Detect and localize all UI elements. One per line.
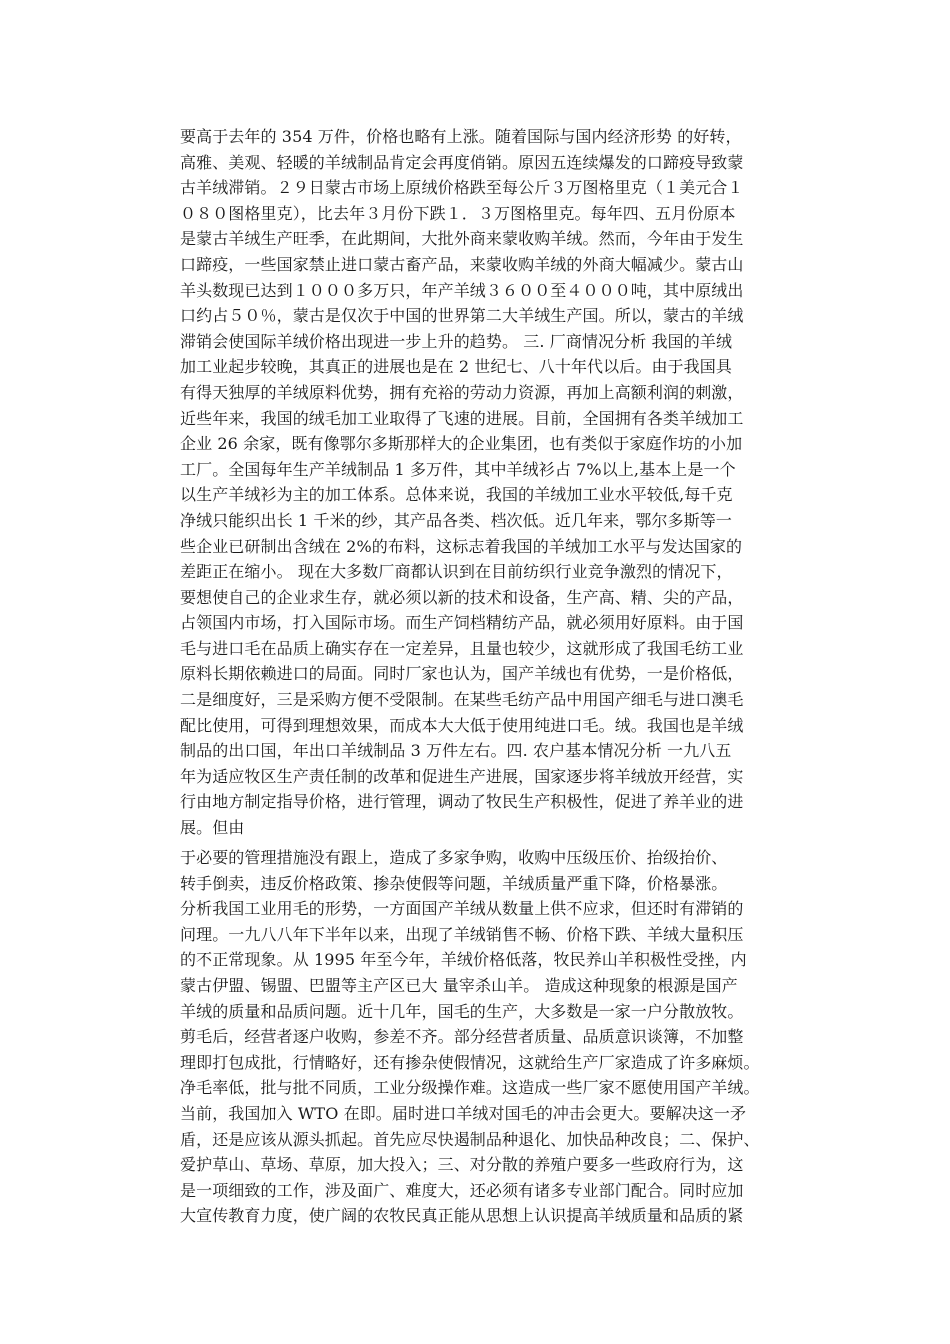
text-line: 羊头数现已达到１０００多万只，年产羊绒３６００至４０００吨，其中原绒出	[180, 280, 744, 300]
text-line: 制品的出口国，年出口羊绒制品 3 万件左右。四. 农户基本情况分析 一九八五	[180, 741, 732, 761]
text-line: 展。但由	[180, 818, 245, 838]
text-line: 净绒只能织出长 1 千米的纱，其产品各类、档次低。近几年来，鄂尔多斯等一	[180, 510, 732, 530]
text-line: 分析我国工业用毛的形势，一方面国产羊绒从数量上供不应求，但还时有滞销的	[180, 899, 744, 919]
text-line: 占领国内市场，打入国际市场。而生产饲档精纺产品，就必须用好原料。由于国	[180, 613, 744, 633]
text-line: 近些年来，我国的绒毛加工业取得了飞速的进展。目前，全国拥有各类羊绒加工	[180, 408, 744, 428]
text-line: ０８０图格里克），比去年３月份下跌１．３万图格里克。每年四、五月份原本	[180, 203, 736, 223]
text-line: 问理。一九八八年下半年以来，出现了羊绒销售不畅、价格下跌、羊绒大量积压	[180, 924, 744, 944]
text-line: 于必要的管理措施没有跟上，造成了多家争购，收购中压级压价、抬级抬价、	[180, 848, 728, 867]
text-line: 加工业起步较晚，其真正的进展也是在 2 世纪七、八十年代以后。由于我国具	[180, 357, 732, 377]
text-line: 理即打包成批，行情略好，还有掺杂使假情况，这就给生产厂家造成了许多麻烦。	[180, 1052, 760, 1072]
text-line: 些企业已研制出含绒在 2%的布料，这标志着我国的羊绒加工水平与发达国家的	[180, 536, 743, 556]
text-line: 差距正在缩小。 现在大多数厂商都认识到在目前纺织行业竞争激烈的情况下，	[180, 562, 733, 582]
text-line: 净毛率低，批与批不同质，工业分级操作难。这造成一些厂家不愿使用国产羊绒。	[180, 1078, 760, 1098]
text-line: 毛与进口毛在品质上确实存在一定差异，且量也较少，这就形成了我国毛纺工业	[180, 638, 744, 658]
text-line: 羊绒的质量和品质问题。近十几年，国毛的生产，大多数是一家一户分散放牧。	[180, 1001, 744, 1021]
text-line: 要想使自己的企业求生存，就必须以新的技术和设备，生产高、精、尖的产品，	[180, 587, 744, 607]
text-line: 有得天独厚的羊绒原料优势，拥有充裕的劳动力资源，再加上高额利润的刺激，	[180, 382, 744, 402]
text-line: 口约占５０％，蒙古是仅次于中国的世界第二大羊绒生产国。所以，蒙古的羊绒	[180, 306, 744, 326]
text-line: 古羊绒滞销。２９日蒙古市场上原绒价格跌至每公斤３万图格里克（１美元合１	[180, 178, 744, 198]
text-line: 行由地方制定指导价格，进行管理，调动了牧民生产积极性，促进了养羊业的进	[180, 792, 744, 812]
text-line: 转手倒卖，违反价格政策、掺杂使假等问题，羊绒质量严重下降，价格暴涨。	[180, 873, 728, 893]
text-line: 高雅、美观、轻暖的羊绒制品肯定会再度俏销。原因五连续爆发的口蹄疫导致蒙	[180, 152, 744, 172]
text-line: 二是细度好，三是采购方便不受限制。在某些毛纺产品中用国产细毛与进口澳毛	[180, 690, 744, 710]
text-line: 企业 26 余家，既有像鄂尔多斯那样大的企业集团，也有类似于家庭作坊的小加	[180, 434, 743, 454]
text-line: 年为适应牧区生产责任制的改革和促进生产进展，国家逐步将羊绒放开经营，实	[180, 766, 744, 786]
text-line: 是蒙古羊绒生产旺季，在此期间，大批外商来蒙收购羊绒。然而，今年由于发生	[180, 229, 744, 249]
text-line: 口蹄疫，一些国家禁止进口蒙古畜产品，来蒙收购羊绒的外商大幅减少。蒙古山	[180, 254, 744, 274]
text-line: 工厂。全国每年生产羊绒制品 1 多万件，其中羊绒衫占 7%以上,基本上是一个	[180, 459, 736, 479]
text-line: 蒙古伊盟、锡盟、巴盟等主产区已大 量宰杀山羊。 造成这种现象的根源是国产	[180, 975, 738, 995]
text-line: 要高于去年的 354 万件，价格也略有上涨。随着国际与国内经济形势 的好转，	[180, 127, 742, 146]
text-line: 原料长期依赖进口的局面。同时厂家也认为，国产羊绒也有优势，一是价格低，	[180, 664, 744, 684]
text-line: 爱护草山、草场、草原，加大投入；三、对分散的养殖户要多一些政府行为，这	[180, 1155, 744, 1175]
text-line: 当前，我国加入 WTO 在即。届时进口羊绒对国毛的冲击会更大。要解决这一矛	[180, 1103, 747, 1123]
text-line: 剪毛后，经营者逐户收购，参差不齐。部分经营者质量、品质意识谈簿，不加整	[180, 1027, 744, 1047]
paragraph-1	[180, 124, 780, 841]
text-line: 是一项细致的工作，涉及面广、难度大，还必须有诸多专业部门配合。同时应加	[180, 1180, 744, 1200]
text-line: 滞销会使国际羊绒价格出现进一步上升的趋势。 三. 厂商情况分析 我国的羊绒	[180, 331, 733, 351]
text-line: 配比使用，可得到理想效果，而成本大大低于使用纯进口毛。绒。我国也是羊绒	[180, 715, 744, 735]
text-line: 大宣传教育力度，使广阔的农牧民真正能从思想上认识提高羊绒质量和品质的紧	[180, 1206, 744, 1226]
paragraph-2	[180, 845, 780, 1229]
text-line: 以生产羊绒衫为主的加工体系。总体来说，我国的羊绒加工业水平较低,每千克	[180, 485, 733, 505]
text-line: 的不正常现象。从 1995 年至今年，羊绒价格低落，牧民养山羊积极性受挫，内	[180, 950, 747, 970]
text-line: 盾，还是应该从源头抓起。首先应尽快遏制品种退化、加快品种改良；二、保护、	[180, 1129, 760, 1149]
